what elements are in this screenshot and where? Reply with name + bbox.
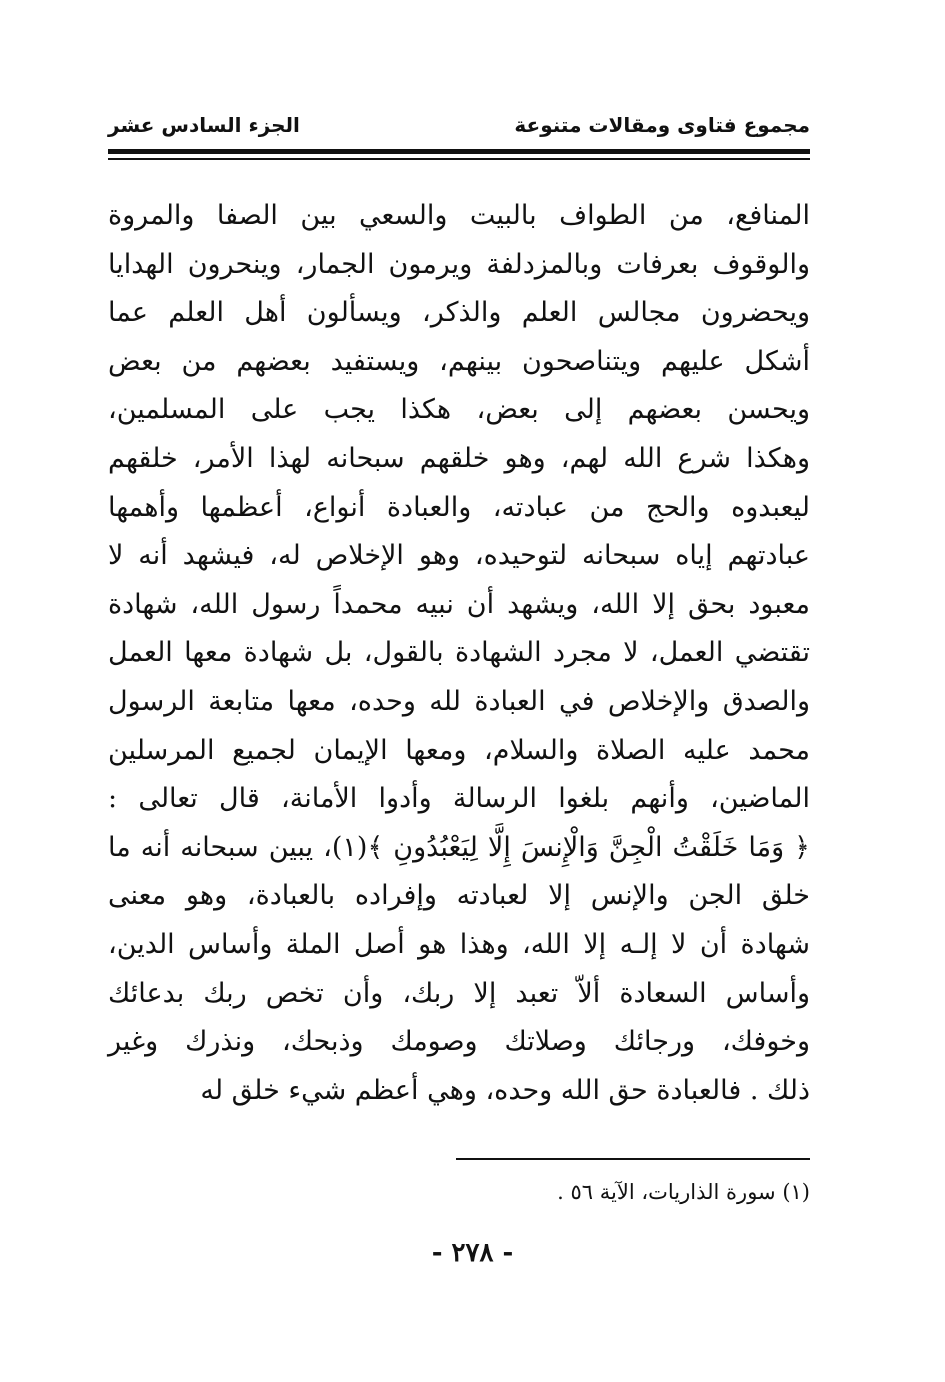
volume-label: الجزء السادس عشر [108, 113, 300, 137]
body-line: ليعبدوه والحج من عبادته، والعبادة أنواع، أعظمها وأهمها [108, 491, 810, 523]
body-line: وهكذا شرع الله لهم، وهو خلقهم سبحانه لهذا الأمر، خلقهم [108, 442, 810, 474]
body-line: ويحسن بعضهم إلى بعض، هكذا يجب على المسلمين، [108, 394, 810, 426]
body-line: ويحضرون مجالس العلم والذكر، ويسألون أهل العلم عما [108, 297, 810, 329]
running-header [108, 108, 810, 142]
body-line: ذلك . فالعبادة حق الله وحده، وهي أعظم شيء خلق له [200, 1074, 810, 1106]
body-line: محمد عليه الصلاة والسلام، ومعها الإيمان لجميع المرسلين [108, 734, 810, 766]
body-line: والصدق والإخلاص في العبادة لله وحده، معها متابعة الرسول [108, 685, 810, 717]
footnote: (١) سورة الذاريات، الآية ٥٦ . [557, 1180, 810, 1204]
quran-verse-line: ﴿ وَمَا خَلَقْتُ الْجِنَّ وَالْإِنسَ إِلَّا لِيَعْبُدُونِ ﴾(١)، يبين سبحانه أنه ما [108, 831, 810, 863]
body-line: أشكل عليهم ويتناصحون بينهم، ويستفيد بعضهم من بعض [108, 345, 810, 377]
body-line: شهادة أن لا إلـه إلا الله، وهذا هو أصل الملة وأساس الدين، [108, 928, 810, 960]
body-line: المنافع، من الطواف بالبيت والسعي بين الصفا والمروة [108, 200, 810, 231]
body-line: تقتضي العمل، لا مجرد الشهادة بالقول، بل شهادة معها العمل [108, 637, 810, 669]
body-line: والوقوف بعرفات وبالمزدلفة ويرمون الجمار، وينحرون الهدايا [108, 248, 810, 280]
body-line: وأساس السعادة ألاّ تعبد إلا ربك، وأن تخص ربك بدعائك [108, 977, 810, 1009]
header-rule-thick [108, 149, 810, 154]
body-text [108, 192, 810, 1115]
body-line: الماضين، وأنهم بلغوا الرسالة وأدوا الأمانة، قال تعالى : [108, 783, 810, 815]
body-line: وخوفك، ورجائك وصلاتك وصومك وذبحك، ونذرك وغير [108, 1026, 810, 1058]
header-rule-thin [108, 158, 810, 160]
body-line: عبادتهم إياه سبحانه لتوحيده، وهو الإخلاص له، فيشهد أنه لا [108, 540, 810, 572]
body-line: خلق الجن والإنس إلا لعبادته وإفراده بالعبادة، وهو معنى [108, 880, 810, 912]
book-title: مجموع فتاوى ومقالات متنوعة [514, 113, 810, 137]
footnote-rule [456, 1158, 810, 1160]
body-line: معبود بحق إلا الله، ويشهد أن نبيه محمداً رسول الله، شهادة [108, 588, 810, 620]
page-number: - ٢٧٨ - [431, 1238, 514, 1268]
